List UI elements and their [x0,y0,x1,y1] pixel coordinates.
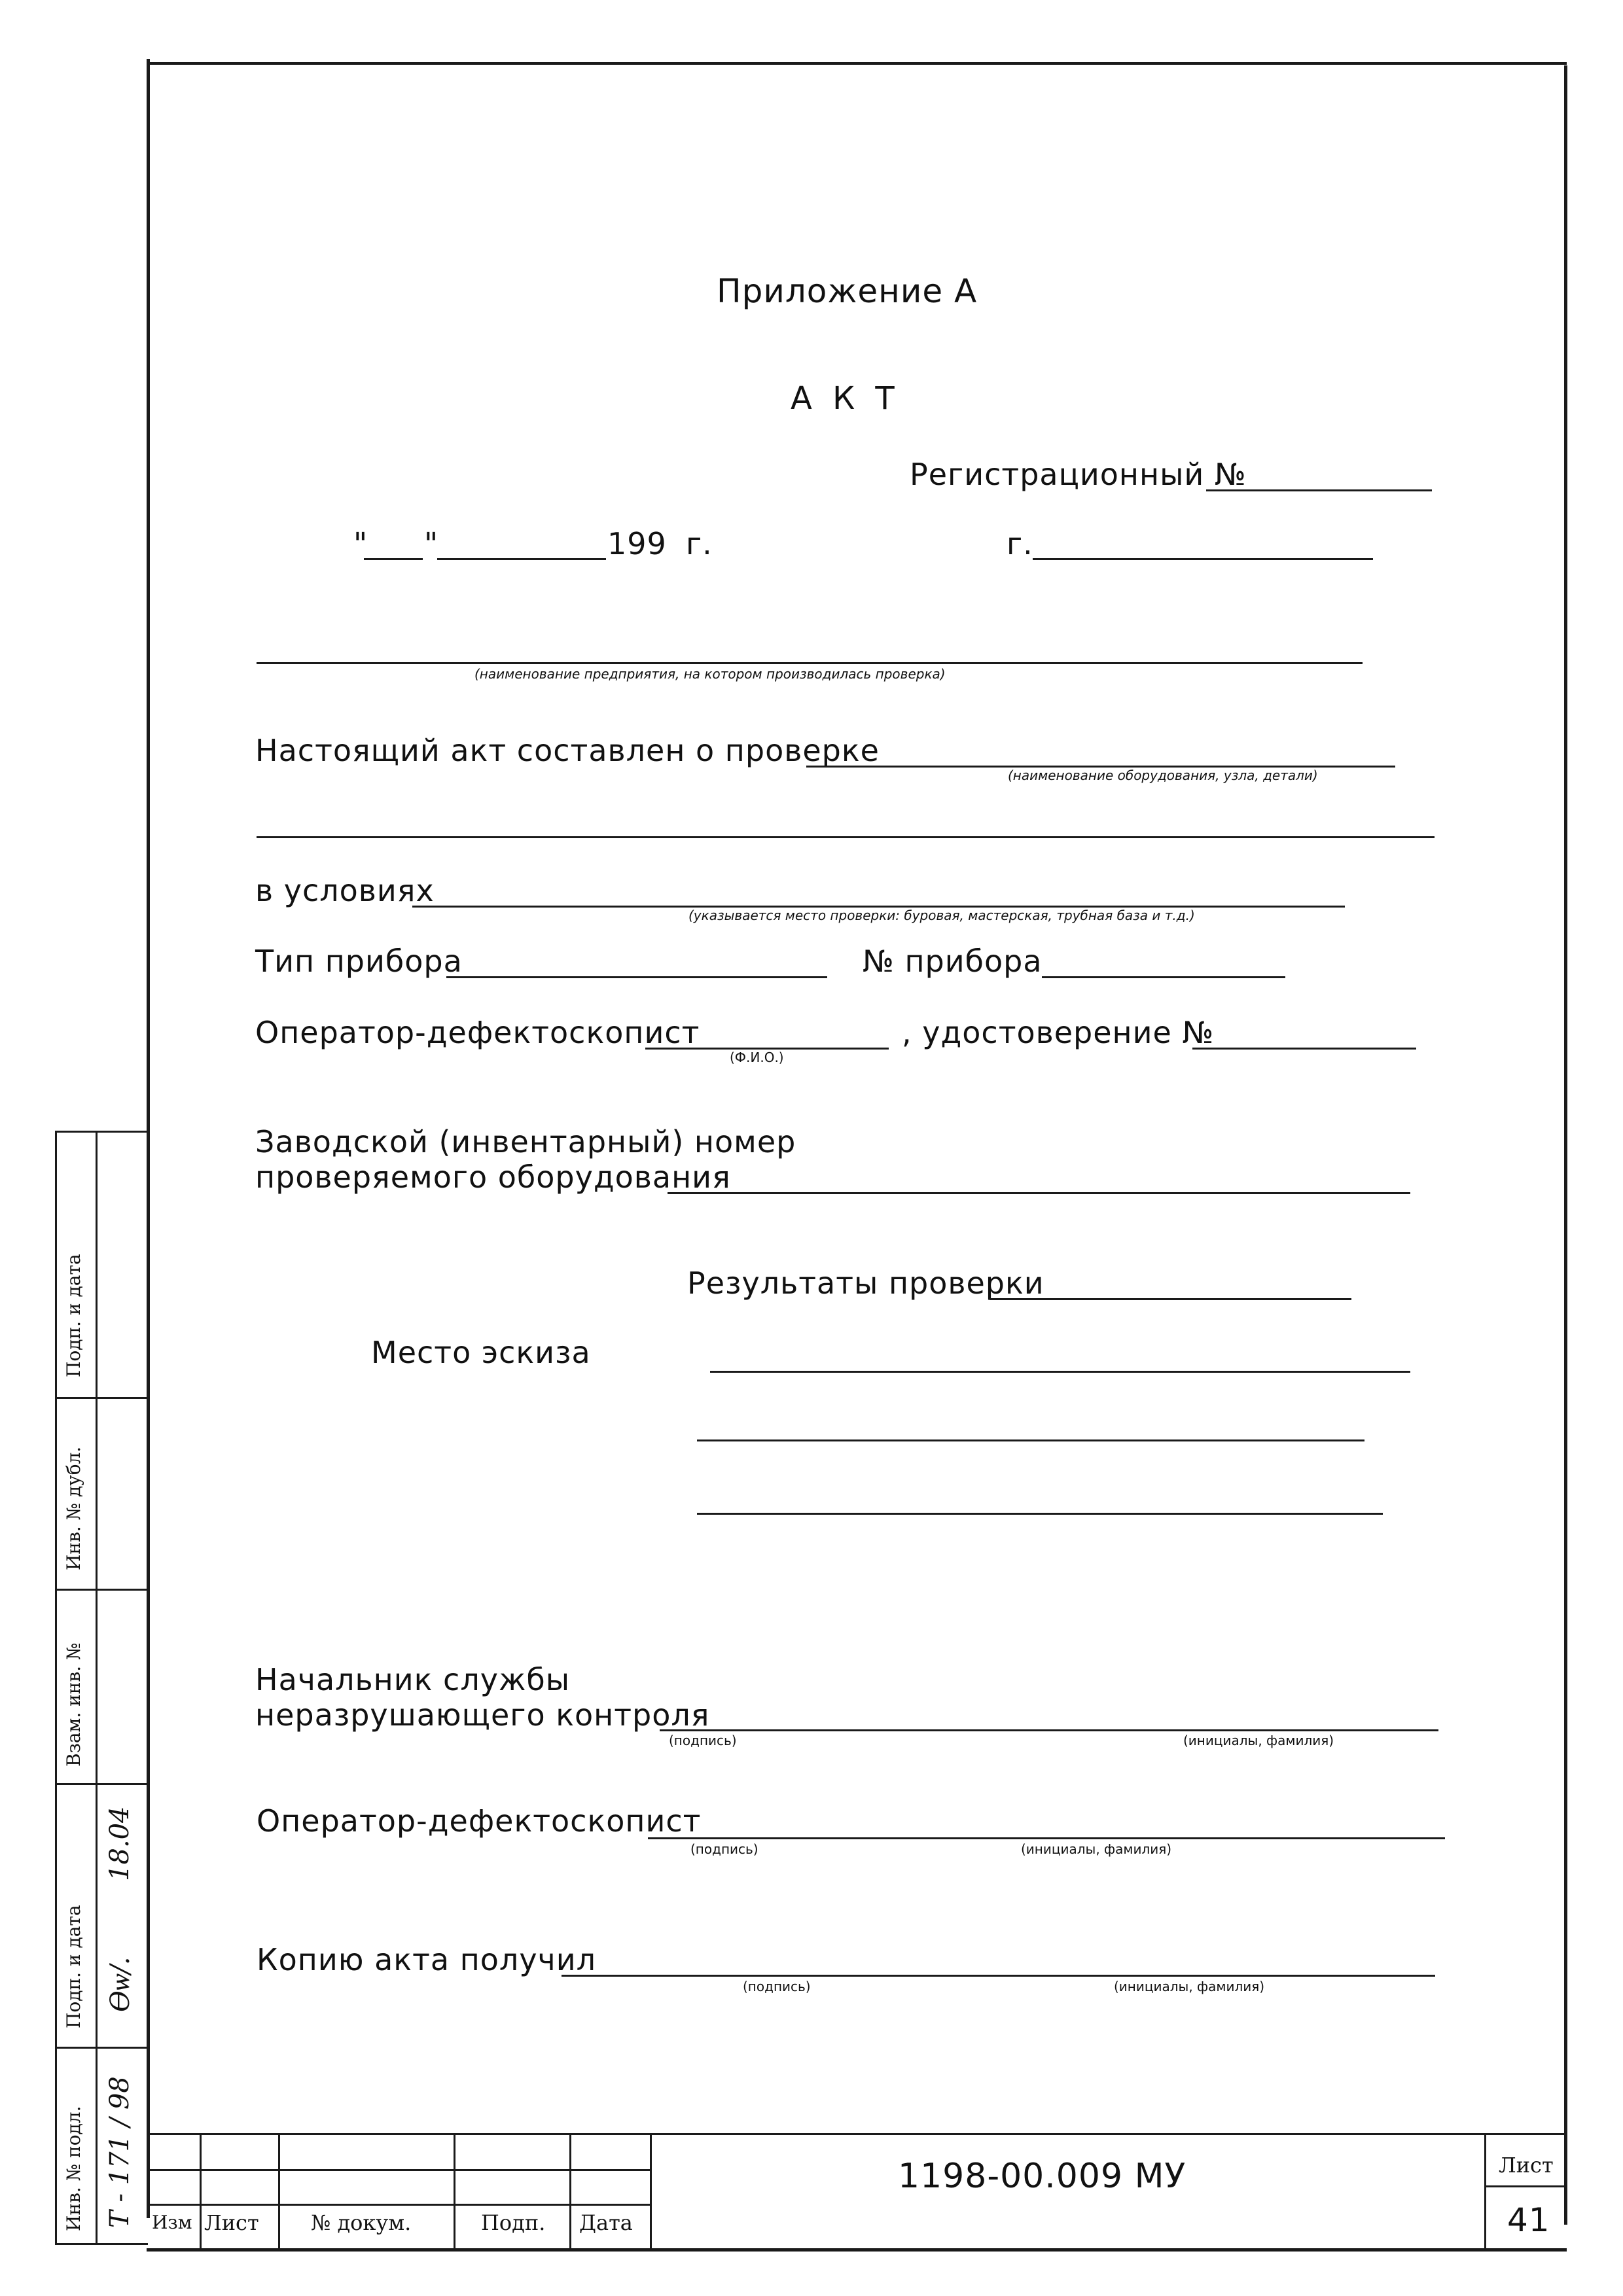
date-quote-close: " [424,526,439,561]
col-doc-label: № докум. [311,2210,412,2235]
operator-label: Оператор-дефектоскопист [255,1015,700,1050]
title-block-col-4 [569,2133,571,2250]
date-day-line[interactable] [364,558,423,560]
side-stamp-divider [96,1131,98,2243]
side-stamp-top [55,1131,148,1133]
side-label-podp-data-1: Подп. и дата [63,1254,84,1377]
col-date-label: Дата [579,2210,633,2235]
chief-signature-line[interactable] [660,1729,1438,1731]
results-line-1[interactable] [990,1298,1351,1300]
operator-signature-line[interactable] [648,1837,1445,1839]
serial-label-line2: проверяемого оборудования [255,1159,731,1195]
handwritten-signature: Ѳѡ/. [105,1956,135,2012]
sheet-box-left [1484,2133,1486,2250]
device-number-line[interactable] [1042,976,1285,978]
title-block-row-2 [148,2204,652,2206]
enterprise-line[interactable] [257,662,1363,664]
results-line-2[interactable] [710,1371,1410,1373]
chief-label-line1: Начальник службы [255,1662,571,1697]
title-block-top [148,2133,652,2135]
act-subject-label: Настоящий акт составлен о проверке [255,733,880,768]
side-stamp-row-3 [55,1783,148,1785]
side-stamp-row-1 [55,1397,148,1399]
results-line-4[interactable] [697,1513,1383,1515]
registration-line[interactable] [1206,489,1432,491]
serial-label-line1: Заводской (инвентарный) номер [255,1124,796,1159]
equipment-caption: (наименование оборудования, узла, детали) [1008,768,1318,783]
frame-left-border [147,59,150,2218]
date-quote-open: " [353,526,368,561]
col-izm-label: Изм [152,2212,192,2233]
title-block-row-1 [148,2169,652,2171]
col-list-label: Лист [204,2210,259,2235]
operator-sign-label: Оператор-дефектоскопист [257,1803,702,1839]
fio-caption: (Ф.И.О.) [730,1050,784,1065]
act-title: А К Т [791,380,900,417]
title-block-right-top [650,2133,1566,2135]
copy-received-label: Копию акта получил [257,1942,597,1977]
copy-name-caption: (инициалы, фамилия) [1114,1979,1265,1994]
sheet-label: Лист [1499,2153,1554,2178]
handwritten-date: 18.04 [105,1806,135,1881]
handwritten-inventory-number: Т - 171 / 98 [105,2076,135,2228]
sketch-label: Место эскиза [371,1335,591,1370]
title-block-col-5 [650,2133,652,2250]
copy-received-line[interactable] [562,1975,1435,1977]
date-year-suffix: г. [686,526,713,561]
certificate-label: , удостоверение № [902,1015,1215,1050]
frame-right-border [1564,65,1567,2225]
device-type-label: Тип прибора [255,944,463,979]
certificate-line[interactable] [1192,1048,1416,1050]
chief-name-caption: (инициалы, фамилия) [1183,1733,1334,1748]
chief-label-line2: неразрушающего контроля [255,1697,710,1733]
side-stamp-row-2 [55,1589,148,1591]
side-label-inv-podl: Инв. № подл. [63,2106,84,2231]
frame-top-border [147,62,1567,65]
frame-bottom-border [147,2248,1567,2252]
col-podp-label: Подп. [481,2210,546,2235]
chief-sign-caption: (подпись) [669,1733,737,1748]
date-year: 199 [607,526,667,561]
side-stamp-bottom [55,2243,148,2245]
side-stamp-outer-left [55,1131,57,2243]
conditions-label: в условиях [255,873,435,908]
city-prefix: г. [1007,526,1033,561]
side-stamp-row-4 [55,2047,148,2049]
registration-label: Регистрационный № [910,457,1247,492]
sheet-number: 41 [1507,2201,1550,2239]
title-block-col-2 [278,2133,280,2250]
sheet-box-divider [1484,2185,1567,2187]
side-label-podp-data-2: Подп. и дата [63,1905,84,2028]
document-code: 1198-00.009 МУ [898,2157,1186,2196]
device-type-line[interactable] [446,976,827,978]
side-label-vzam-inv: Взам. инв. № [63,1642,84,1767]
operator-sign-caption: (подпись) [690,1841,758,1857]
copy-sign-caption: (подпись) [743,1979,811,1994]
date-month-line[interactable] [437,558,606,560]
appendix-title: Приложение А [717,272,978,310]
operator-name-caption: (инициалы, фамилия) [1021,1841,1172,1857]
device-number-label: № прибора [863,944,1043,979]
city-line[interactable] [1033,558,1373,560]
enterprise-caption: (наименование предприятия, на котором производилась проверка) [474,666,946,682]
serial-line[interactable] [668,1192,1410,1194]
results-line-3[interactable] [697,1439,1364,1441]
title-block-col-1 [200,2133,202,2250]
side-label-inv-dubl: Инв. № дубл. [63,1446,84,1570]
title-block-col-3 [454,2133,455,2250]
conditions-caption: (указывается место проверки: буровая, мастерская, трубная база и т.д.) [688,908,1195,923]
act-subject-line-2[interactable] [257,836,1435,838]
results-label: Результаты проверки [687,1265,1044,1301]
